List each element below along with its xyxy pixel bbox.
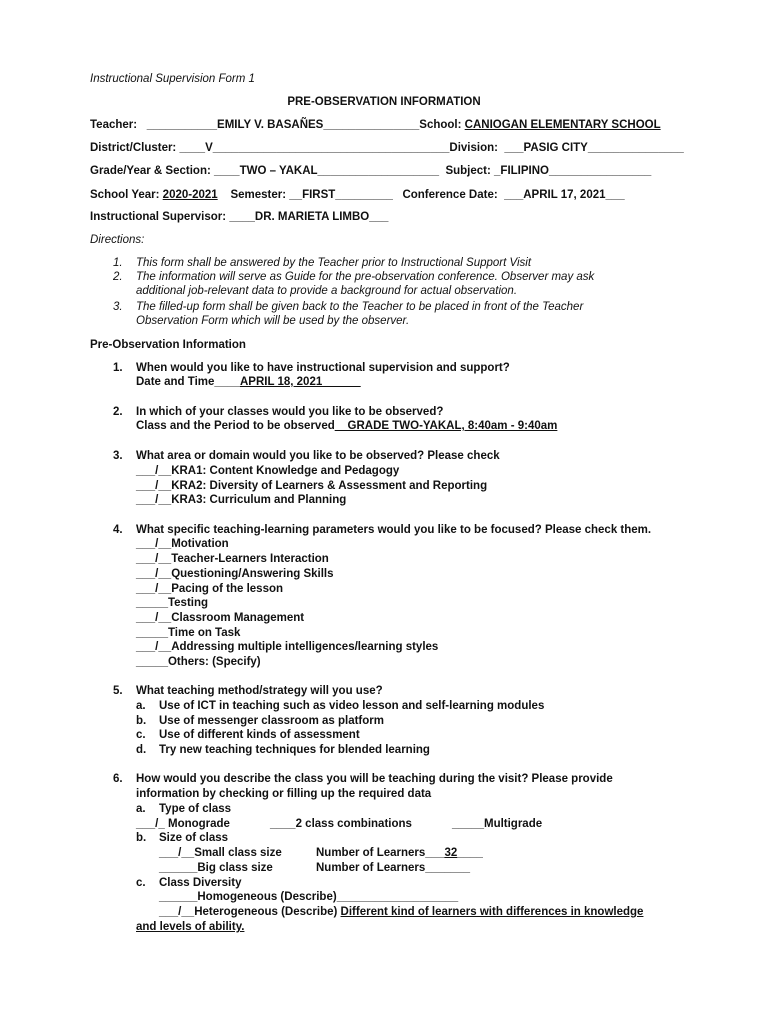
q4-label: Pacing of the lesson xyxy=(171,583,284,595)
q5-option-a: Use of ICT in teaching such as video lesson and self-learning modules xyxy=(159,700,545,712)
q4-label: Teacher-Learners Interaction xyxy=(171,553,329,565)
combination-label: 2 class combinations xyxy=(295,818,412,830)
grade-label: Grade/Year & Section: xyxy=(90,165,211,177)
q2-answer-value: __GRADE TWO-YAKAL, 8:40am - 9:40am xyxy=(334,420,558,432)
homo-label: Homogeneous (Describe) xyxy=(197,891,337,903)
multigrade-label: Multigrade xyxy=(483,818,543,830)
direction-3-text: The filled-up form shall be given back to the Teacher to be placed in front of the Teacher xyxy=(136,301,584,313)
subject-value: _FILIPINO________________ xyxy=(494,165,652,177)
teacher-field xyxy=(90,118,661,132)
q1-answer-value: APRIL 18, 2021______ xyxy=(239,376,361,388)
monograde-label: Monograde xyxy=(167,818,230,830)
school-year-value: 2020-2021 xyxy=(162,189,218,201)
big-label: Big class size xyxy=(197,862,273,874)
q4-mark: _____ xyxy=(136,627,168,639)
district-value: ____V_____________________________________ xyxy=(179,142,450,154)
small-mark: ___/__ xyxy=(159,847,195,859)
q2-answer xyxy=(136,419,557,433)
homo-blank: ___________________ xyxy=(336,891,459,903)
hetero-value-cont: and levels of ability. xyxy=(136,921,245,933)
q6-c-letter: c. xyxy=(136,877,146,889)
school-year-label: School Year: xyxy=(90,189,160,201)
q2-answer-label: Class and the Period to be observed xyxy=(136,420,335,432)
q6-b-label: Size of class xyxy=(159,832,229,844)
school-value: CANIOGAN ELEMENTARY SCHOOL xyxy=(464,119,661,131)
q3-option-kra1 xyxy=(136,464,399,478)
q3-mark-kra1: ___/__ xyxy=(136,465,172,477)
q4-option xyxy=(136,567,334,581)
q5-num: 5. xyxy=(113,685,123,697)
q4-label: Time on Task xyxy=(167,627,241,639)
conference-label: Conference Date: xyxy=(402,189,498,201)
q3-num: 3. xyxy=(113,450,123,462)
q5-option-b: Use of messenger classroom as platform xyxy=(159,715,384,727)
small-learners-tail: ____ xyxy=(457,847,483,859)
division-label: Division: xyxy=(449,142,498,154)
directions-label: Directions: xyxy=(90,234,145,246)
multigrade-mark: _____ xyxy=(452,818,484,830)
q3-mark-kra3: ___/__ xyxy=(136,494,172,506)
q6-a-label: Type of class xyxy=(159,803,232,815)
q4-option xyxy=(136,611,304,625)
big-mark: ______ xyxy=(159,862,198,874)
small-learners-value: 32 xyxy=(444,847,458,859)
q6-b-letter: b. xyxy=(136,832,147,844)
q5-option-b-letter: b. xyxy=(136,715,147,727)
q6-big-class xyxy=(159,861,273,875)
q2-num: 2. xyxy=(113,406,123,418)
q3-question: What area or domain would you like to be observed? Please check xyxy=(136,450,500,462)
direction-3-text-cont: Observation Form which will be used by the observer. xyxy=(136,315,410,327)
q4-mark: ___/__ xyxy=(136,553,172,565)
q4-mark: _____ xyxy=(136,597,168,609)
q6-small-learners xyxy=(316,846,483,860)
q6-num: 6. xyxy=(113,773,123,785)
q4-mark: ___/__ xyxy=(136,538,172,550)
q5-option-c-letter: c. xyxy=(136,729,146,741)
q1-question: When would you like to have instructional supervision and support? xyxy=(136,362,510,374)
q5-option-c: Use of different kinds of assessment xyxy=(159,729,360,741)
q6-heterogeneous xyxy=(159,905,643,919)
q1-num: 1. xyxy=(113,362,123,374)
q4-label: Classroom Management xyxy=(171,612,305,624)
hetero-mark: ___/__ xyxy=(159,906,195,918)
semester-value: __FIRST_________ xyxy=(289,189,393,201)
q4-label: Others: (Specify) xyxy=(167,656,261,668)
supervisor-value: ____DR. MARIETA LIMBO___ xyxy=(229,211,389,223)
form-label: Instructional Supervision Form 1 xyxy=(90,73,255,85)
supervisor-field xyxy=(90,210,388,224)
semester-label: Semester: xyxy=(230,189,287,201)
teacher-value: ___________EMILY V. BASAÑES_______________ xyxy=(146,119,420,131)
small-learners-label: Number of Learners___ xyxy=(316,847,445,859)
combination-mark: ____ xyxy=(270,818,296,830)
q4-option xyxy=(136,655,261,669)
conference-value: ___APRIL 17, 2021___ xyxy=(504,189,625,201)
direction-2-text: The information will serve as Guide for the pre-observation conference. Observer may ask xyxy=(136,271,595,283)
q6-a-letter: a. xyxy=(136,803,146,815)
grade-value: ____TWO – YAKAL___________________ xyxy=(214,165,440,177)
q4-mark: _____ xyxy=(136,656,168,668)
hetero-label: Heterogeneous (Describe) xyxy=(194,906,338,918)
q3-label-kra2: KRA2: Diversity of Learners & Assessment and Reporting xyxy=(171,480,488,492)
q3-option-kra2 xyxy=(136,479,487,493)
direction-2-text-cont: additional job-relevant data to provide a background for actual observation. xyxy=(136,285,518,297)
district-field xyxy=(90,141,684,155)
subject-label: Subject: xyxy=(445,165,491,177)
q4-label: Testing xyxy=(167,597,209,609)
q4-mark: ___/__ xyxy=(136,583,172,595)
q4-option xyxy=(136,640,438,654)
q4-num: 4. xyxy=(113,524,123,536)
q3-option-kra3 xyxy=(136,493,346,507)
small-label: Small class size xyxy=(194,847,282,859)
q6-question-cont: information by checking or filling up the required data xyxy=(136,788,432,800)
school-year-field xyxy=(90,188,625,202)
q6-combination xyxy=(270,817,412,831)
supervisor-label: Instructional Supervisor: xyxy=(90,211,227,223)
q3-label-kra3: KRA3: Curriculum and Planning xyxy=(171,494,347,506)
q4-option xyxy=(136,582,283,596)
direction-3-num: 3. xyxy=(113,301,123,313)
monograde-mark: ___/_ xyxy=(136,818,165,830)
q6-homogeneous xyxy=(159,890,458,904)
q2-question: In which of your classes would you like to be observed? xyxy=(136,406,444,418)
q1-answer-label: Date and Time____ xyxy=(136,376,240,388)
q5-option-d-letter: d. xyxy=(136,744,147,756)
q4-label: Motivation xyxy=(171,538,229,550)
page-title: PRE-OBSERVATION INFORMATION xyxy=(287,96,481,108)
teacher-label: Teacher: xyxy=(90,119,138,131)
direction-1-num: 1. xyxy=(113,257,123,269)
hetero-value: Different kind of learners with differences in knowledge xyxy=(340,906,644,918)
q6-multigrade xyxy=(452,817,542,831)
q5-option-a-letter: a. xyxy=(136,700,146,712)
q4-mark: ___/__ xyxy=(136,641,172,653)
q6-small-class xyxy=(159,846,282,860)
q4-label: Questioning/Answering Skills xyxy=(171,568,334,580)
q4-option xyxy=(136,626,240,640)
q6-question: How would you describe the class you will be teaching during the visit? Please provide xyxy=(136,773,613,785)
direction-2-num: 2. xyxy=(113,271,123,283)
division-value: ___PASIG CITY_______________ xyxy=(504,142,684,154)
q4-mark: ___/__ xyxy=(136,568,172,580)
q4-question: What specific teaching-learning parameters would you like to be focused? Please check them. xyxy=(136,524,652,536)
section-title: Pre-Observation Information xyxy=(90,339,246,351)
q5-question: What teaching method/strategy will you use? xyxy=(136,685,383,697)
q6-c-label: Class Diversity xyxy=(159,877,242,889)
q3-label-kra1: KRA1: Content Knowledge and Pedagogy xyxy=(171,465,400,477)
school-label: School: xyxy=(419,119,462,131)
q4-label: Addressing multiple intelligences/learning styles xyxy=(171,641,439,653)
q4-option xyxy=(136,596,208,610)
district-label: District/Cluster: xyxy=(90,142,177,154)
q4-option xyxy=(136,552,329,566)
q5-option-d: Try new teaching techniques for blended learning xyxy=(159,744,430,756)
q4-option xyxy=(136,537,229,551)
q4-mark: ___/__ xyxy=(136,612,172,624)
q1-answer xyxy=(136,375,361,389)
grade-field xyxy=(90,164,651,178)
q3-mark-kra2: ___/__ xyxy=(136,480,172,492)
q6-big-learners: Number of Learners_______ xyxy=(316,862,471,874)
q6-monograde xyxy=(136,817,230,831)
homo-mark: ______ xyxy=(159,891,198,903)
direction-1-text: This form shall be answered by the Teacher prior to Instructional Support Visit xyxy=(136,257,532,269)
